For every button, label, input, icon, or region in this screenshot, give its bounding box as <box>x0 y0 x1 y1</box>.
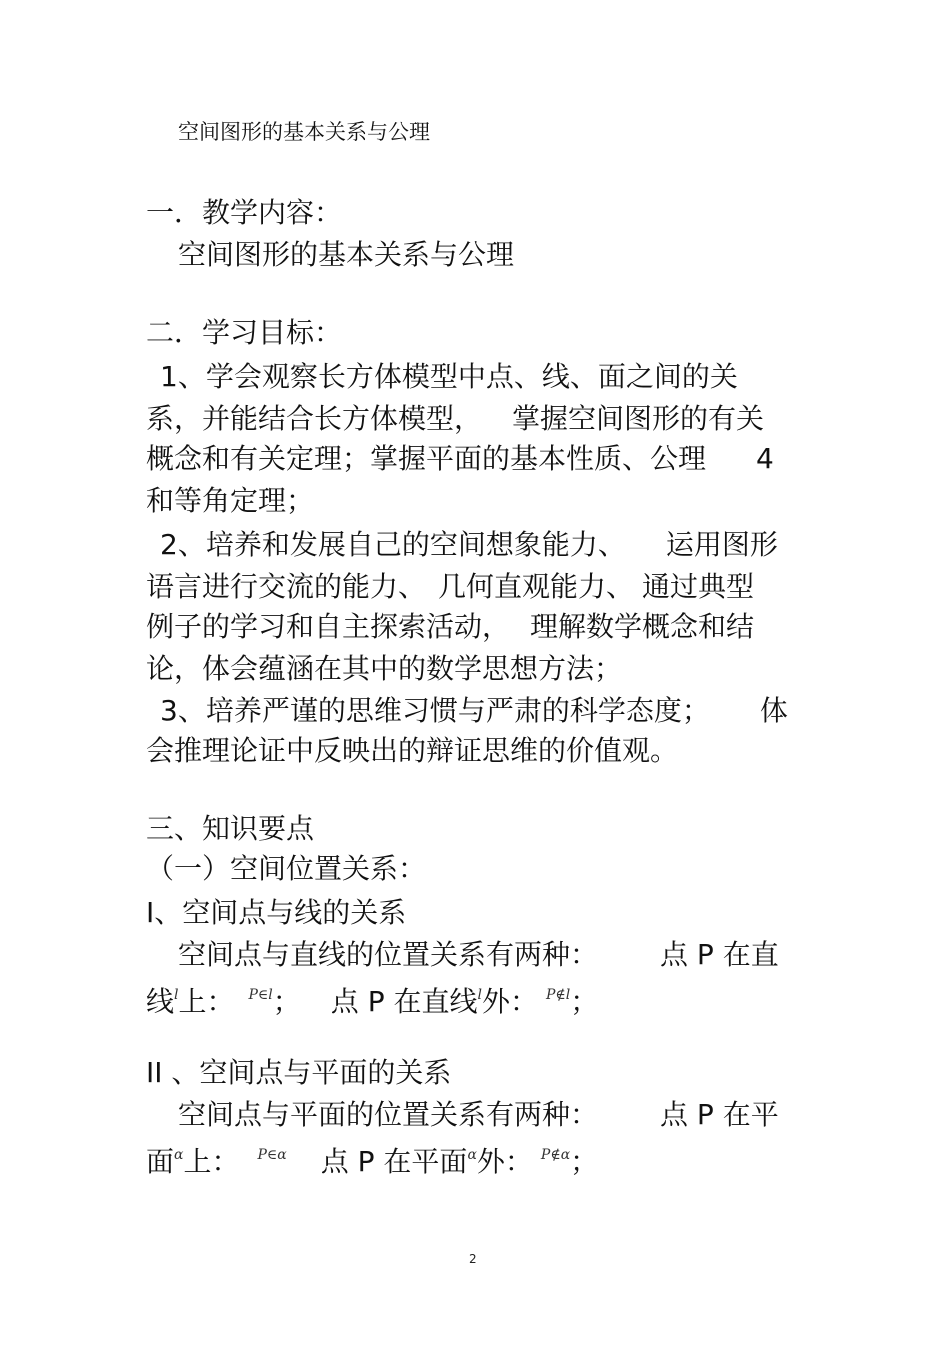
text: 点 P 在平面 <box>320 1145 468 1178</box>
math-symbol: α <box>467 1147 477 1163</box>
section-2-heading: 二．学习目标： <box>146 316 343 349</box>
text: 空间点与平面的位置关系有两种： <box>178 1098 599 1131</box>
text: 概念和有关定理；掌握平面的基本性质、公理 <box>146 442 707 475</box>
text: 2、培养和发展自己的空间想象能力、 <box>160 528 626 561</box>
goal-3-line-1 <box>160 694 788 728</box>
goal-3-line-2: 会推理论证中反映出的辩证思维的价值观。 <box>146 734 679 767</box>
math-expression: P∈l <box>248 987 273 1003</box>
text: 面 <box>146 1145 175 1178</box>
goal-1-line-2 <box>146 402 764 436</box>
goal-2-line-1 <box>160 528 778 562</box>
text: 点 P 在平 <box>660 1098 779 1131</box>
section-1-heading: 一．教学内容： <box>146 196 343 229</box>
point-line-text-2 <box>146 978 598 1019</box>
text: 4 <box>756 442 774 475</box>
text: 例子的学习和自主探索活动， <box>146 610 511 643</box>
doc-title: 空间图形的基本关系与公理 <box>178 120 430 144</box>
text: 点 P 在直线 <box>330 985 478 1018</box>
subsection-1-heading: （一）空间位置关系： <box>146 852 427 885</box>
text: 点 P 在直 <box>660 938 779 971</box>
text: ； <box>570 985 599 1018</box>
text: 理解数学概念和结 <box>530 610 755 643</box>
goal-2-line-3 <box>146 610 754 644</box>
point-line-heading: I、空间点与线的关系 <box>146 896 407 929</box>
text: 掌握空间图形的有关 <box>512 402 765 435</box>
goal-1-line-1: 1、学会观察长方体模型中点、线、面之间的关 <box>160 360 738 393</box>
math-expression: P∉α <box>540 1147 571 1163</box>
goal-1-line-3 <box>146 442 774 476</box>
math-expression: P∈α <box>257 1147 287 1163</box>
page-number: 2 <box>469 1252 477 1266</box>
math-symbol: l <box>477 987 482 1003</box>
text: 空间点与直线的位置关系有两种： <box>178 938 599 971</box>
text: 上： <box>178 985 235 1018</box>
point-plane-text-1 <box>178 1098 779 1132</box>
text: 运用图形 <box>665 528 778 561</box>
text: 线 <box>146 985 175 1018</box>
text: 语言进行交流的能力、 <box>146 570 427 603</box>
math-expression: P∉l <box>545 987 571 1003</box>
section-3-heading: 三、知识要点 <box>146 812 315 845</box>
text: 通过典型 <box>642 570 755 603</box>
text: ； <box>272 985 301 1018</box>
text: 外： <box>476 1145 533 1178</box>
math-symbol: α <box>174 1147 184 1163</box>
text: 上： <box>183 1145 240 1178</box>
point-line-text-1 <box>178 938 779 972</box>
goal-2-line-4: 论，体会蕴涵在其中的数学思想方法； <box>146 652 623 685</box>
text: 体 <box>759 694 788 727</box>
text: 系，并能结合长方体模型， <box>146 402 483 435</box>
math-symbol: l <box>174 987 179 1003</box>
point-plane-heading: II 、空间点与平面的关系 <box>146 1056 452 1089</box>
text: ； <box>570 1145 599 1178</box>
point-plane-text-2 <box>146 1138 598 1179</box>
goal-2-line-2 <box>146 570 754 604</box>
text: 几何直观能力、 <box>438 570 635 603</box>
text: 3、培养严谨的思维习惯与严肃的科学态度； <box>160 694 710 727</box>
section-1-body: 空间图形的基本关系与公理 <box>178 238 515 271</box>
goal-1-line-4: 和等角定理； <box>146 484 315 517</box>
text: 外： <box>481 985 538 1018</box>
